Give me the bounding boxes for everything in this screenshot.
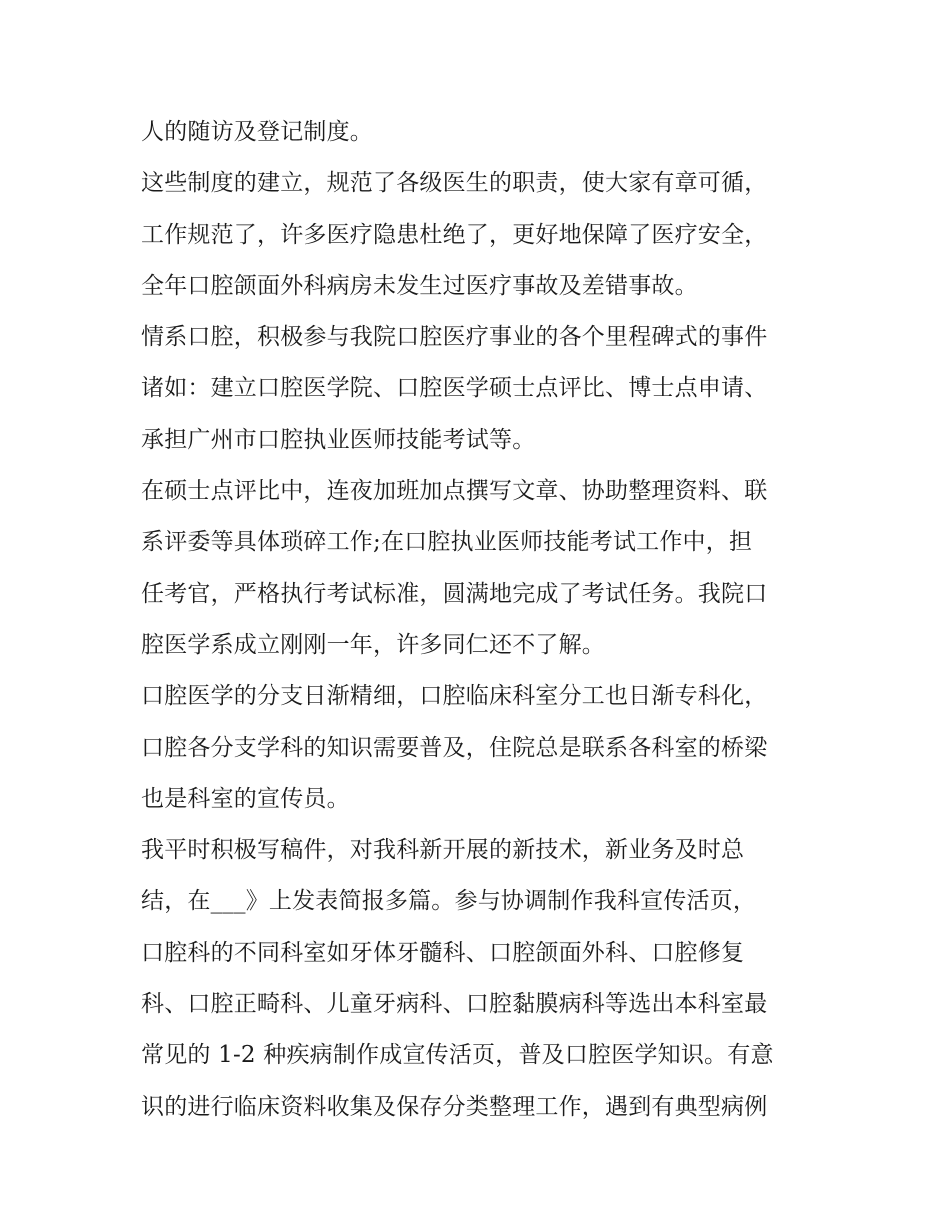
text-line: 在硕士点评比中，连夜加班加点撰写文章、协助整理资料、联 [141,478,768,505]
text-line: 我平时积极写稿件，对我科新开展的新技术，新业务及时总 [141,837,745,864]
text-line: 情系口腔，积极参与我院口腔医疗事业的各个里程碑式的事件 [141,324,768,351]
text-line: 全年口腔颌面外科病房未发生过医疗事故及差错事故。 [141,272,698,299]
text-line: 系评委等具体琐碎工作;在口腔执业医师技能考试工作中，担 [141,529,753,556]
text-line: 也是科室的宣传员。 [141,785,350,812]
document-body [141,107,821,1133]
text-line: 诸如：建立口腔医学院、口腔医学硕士点评比、博士点申请、 [141,375,768,402]
text-line: 这些制度的建立，规范了各级医生的职责，使大家有章可循， [141,170,768,197]
text-line: 腔医学系成立刚刚一年，许多同仁还不了解。 [141,631,605,658]
text-line: 承担广州市口腔执业医师技能考试等。 [141,426,536,453]
text-line: 口腔科的不同科室如牙体牙髓科、口腔颌面外科、口腔修复 [141,939,745,966]
text-line: 常见的 1-2 种疾病制作成宣传活页，普及口腔医学知识。有意 [141,1042,774,1069]
text-line: 人的随访及登记制度。 [141,119,373,145]
text-line: 口腔医学的分支日渐精细，口腔临床科室分工也日渐专科化， [141,683,768,710]
text-line: 识的进行临床资料收集及保存分类整理工作，遇到有典型病例 [141,1093,768,1120]
text-line: 科、口腔正畸科、儿童牙病科、口腔黏膜病科等选出本科室最 [141,991,768,1018]
text-line: 工作规范了，许多医疗隐患杜绝了，更好地保障了医疗安全， [141,221,768,248]
text-line: 结，在___》上发表简报多篇。参与协调制作我科宣传活页， [141,888,757,915]
text-line: 口腔各分支学科的知识需要普及，住院总是联系各科室的桥梁 [141,734,768,761]
text-line: 任考官，严格执行考试标准，圆满地完成了考试任务。我院口 [141,580,768,607]
